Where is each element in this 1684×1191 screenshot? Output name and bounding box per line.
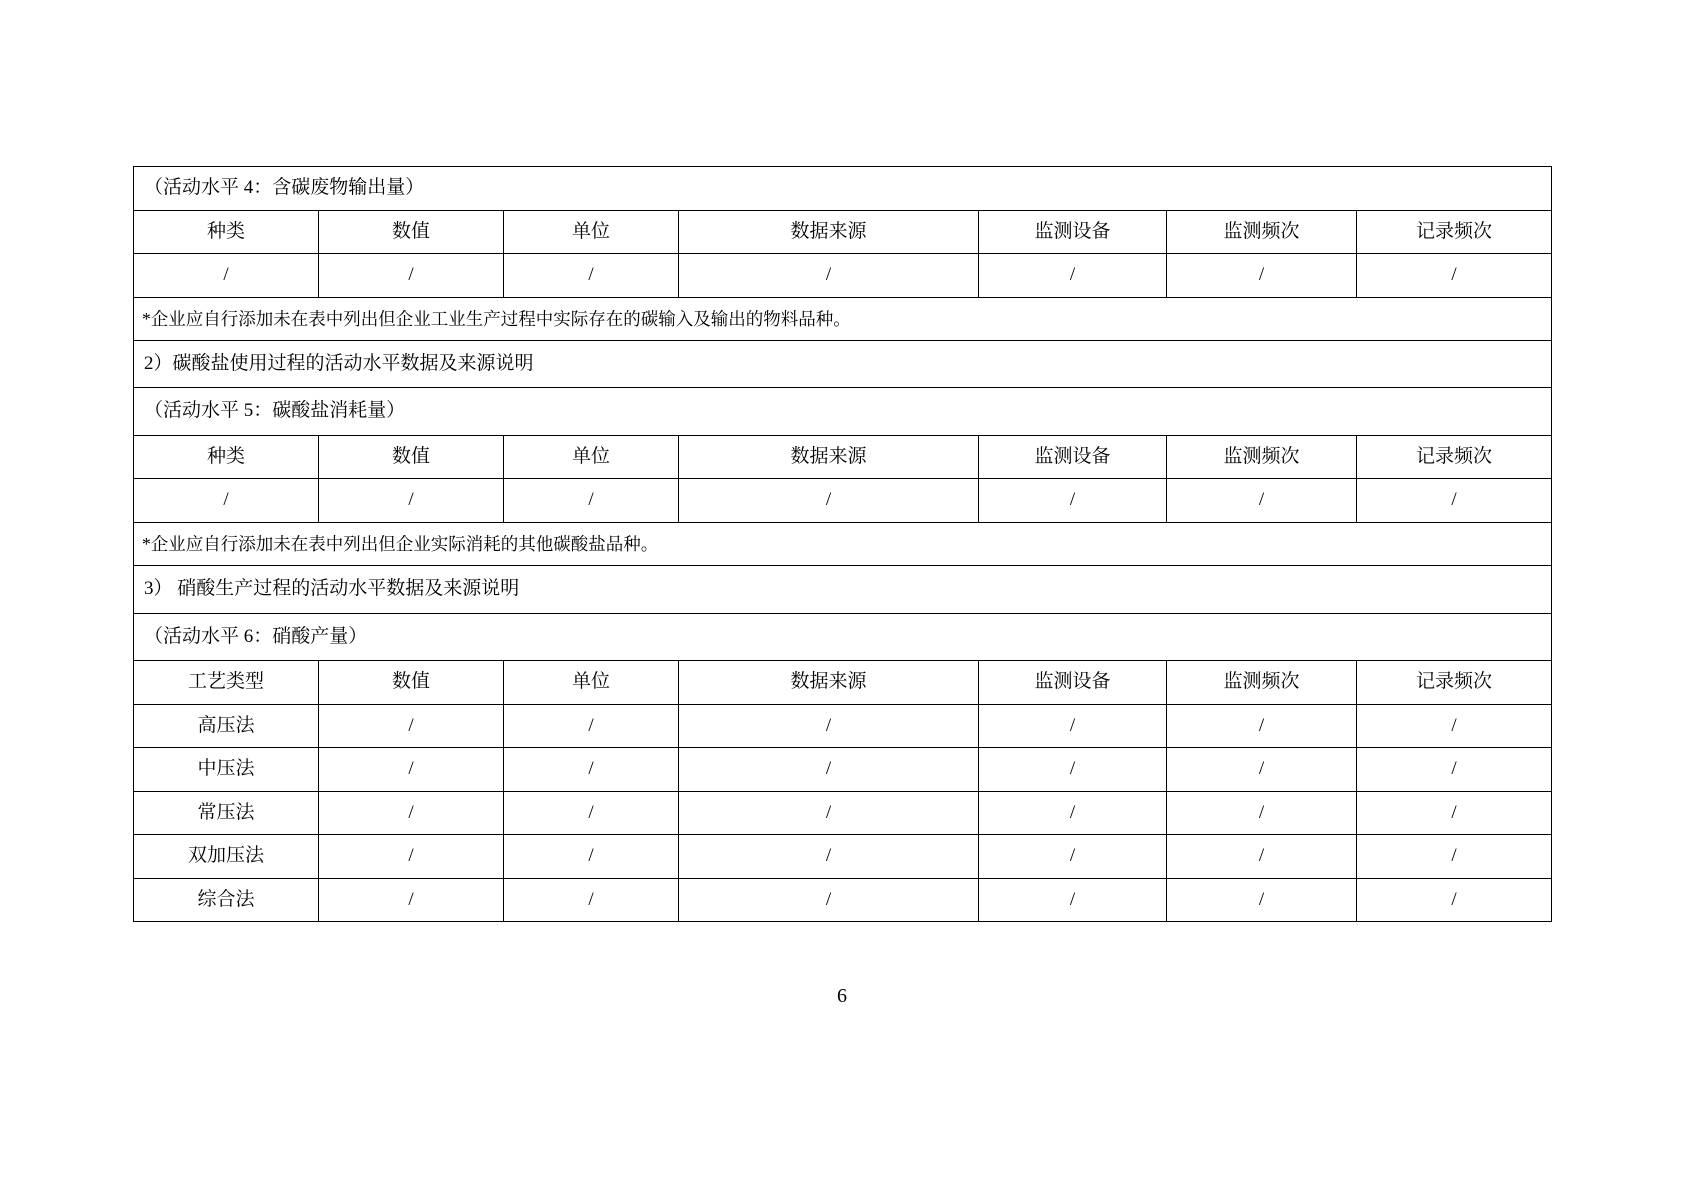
table-cell: / xyxy=(1167,704,1357,748)
activity-level-data-table xyxy=(133,166,1552,922)
block-title: （活动水平 4：含碳废物输出量） xyxy=(134,167,1552,211)
section-heading: 2）碳酸盐使用过程的活动水平数据及来源说明 xyxy=(134,340,1552,388)
table-cell: / xyxy=(504,791,679,835)
section-heading: 3） 硝酸生产过程的活动水平数据及来源说明 xyxy=(134,566,1552,614)
table-cell: / xyxy=(319,704,504,748)
column-header: 单位 xyxy=(504,435,679,479)
row-label: 中压法 xyxy=(134,748,319,792)
table-cell: / xyxy=(1167,878,1357,922)
table-cell: / xyxy=(1357,748,1552,792)
block-title: （活动水平 6：硝酸产量） xyxy=(134,613,1552,661)
table-row xyxy=(134,613,1552,661)
table-cell: / xyxy=(1167,254,1357,298)
table-row xyxy=(134,704,1552,748)
table-row xyxy=(134,254,1552,298)
table-cell: / xyxy=(679,878,979,922)
table-cell: / xyxy=(504,748,679,792)
table-cell: / xyxy=(679,254,979,298)
table-cell: / xyxy=(679,791,979,835)
table-row xyxy=(134,522,1552,565)
table-row xyxy=(134,297,1552,340)
table-cell: / xyxy=(1357,704,1552,748)
table-cell: / xyxy=(979,704,1167,748)
table-cell: / xyxy=(679,835,979,879)
footnote: *企业应自行添加未在表中列出但企业工业生产过程中实际存在的碳输入及输出的物料品种。 xyxy=(134,297,1552,340)
table-cell: / xyxy=(504,479,679,523)
column-header: 数据来源 xyxy=(679,661,979,705)
row-label: 常压法 xyxy=(134,791,319,835)
table-cell: / xyxy=(979,791,1167,835)
column-header: 种类 xyxy=(134,435,319,479)
table-cell: / xyxy=(134,254,319,298)
table-row xyxy=(134,167,1552,211)
table-cell: / xyxy=(1167,791,1357,835)
column-header: 单位 xyxy=(504,661,679,705)
column-header: 单位 xyxy=(504,210,679,254)
table-cell: / xyxy=(1357,878,1552,922)
table-cell: / xyxy=(319,254,504,298)
table-cell: / xyxy=(979,254,1167,298)
table-row xyxy=(134,388,1552,436)
column-header: 数据来源 xyxy=(679,210,979,254)
column-header: 记录频次 xyxy=(1357,435,1552,479)
column-header: 监测设备 xyxy=(979,210,1167,254)
table-cell: / xyxy=(319,878,504,922)
table-cell: / xyxy=(979,479,1167,523)
page-number: 6 xyxy=(837,985,847,1007)
row-label: 双加压法 xyxy=(134,835,319,879)
table-cell: / xyxy=(979,748,1167,792)
table-cell: / xyxy=(504,704,679,748)
column-header: 记录频次 xyxy=(1357,210,1552,254)
table-cell: / xyxy=(679,704,979,748)
table-cell: / xyxy=(504,254,679,298)
table-cell: / xyxy=(319,791,504,835)
table-cell: / xyxy=(1357,479,1552,523)
table-cell: / xyxy=(504,878,679,922)
table-cell: / xyxy=(1167,748,1357,792)
column-header: 数值 xyxy=(319,661,504,705)
table-header-row xyxy=(134,210,1552,254)
table-cell: / xyxy=(1357,835,1552,879)
table-cell: / xyxy=(1357,791,1552,835)
table-cell: / xyxy=(319,835,504,879)
table-row xyxy=(134,479,1552,523)
table-cell: / xyxy=(319,748,504,792)
table-header-row xyxy=(134,661,1552,705)
table-cell: / xyxy=(679,748,979,792)
table-cell: / xyxy=(1167,835,1357,879)
column-header: 种类 xyxy=(134,210,319,254)
table-cell: / xyxy=(134,479,319,523)
table-row xyxy=(134,878,1552,922)
table-header-row xyxy=(134,435,1552,479)
row-label: 综合法 xyxy=(134,878,319,922)
table-row xyxy=(134,791,1552,835)
footnote: *企业应自行添加未在表中列出但企业实际消耗的其他碳酸盐品种。 xyxy=(134,522,1552,565)
column-header: 工艺类型 xyxy=(134,661,319,705)
table-cell: / xyxy=(1357,254,1552,298)
column-header: 监测频次 xyxy=(1167,210,1357,254)
table-cell: / xyxy=(979,878,1167,922)
column-header: 监测频次 xyxy=(1167,435,1357,479)
column-header: 记录频次 xyxy=(1357,661,1552,705)
column-header: 数值 xyxy=(319,435,504,479)
column-header: 数值 xyxy=(319,210,504,254)
column-header: 监测设备 xyxy=(979,661,1167,705)
row-label: 高压法 xyxy=(134,704,319,748)
column-header: 监测频次 xyxy=(1167,661,1357,705)
column-header: 监测设备 xyxy=(979,435,1167,479)
block-title: （活动水平 5：碳酸盐消耗量） xyxy=(134,388,1552,436)
table-row xyxy=(134,835,1552,879)
table-row xyxy=(134,566,1552,614)
table-cell: / xyxy=(504,835,679,879)
table-cell: / xyxy=(979,835,1167,879)
table-cell: / xyxy=(1167,479,1357,523)
table-row xyxy=(134,748,1552,792)
table-cell: / xyxy=(679,479,979,523)
table-row xyxy=(134,340,1552,388)
column-header: 数据来源 xyxy=(679,435,979,479)
table-cell: / xyxy=(319,479,504,523)
